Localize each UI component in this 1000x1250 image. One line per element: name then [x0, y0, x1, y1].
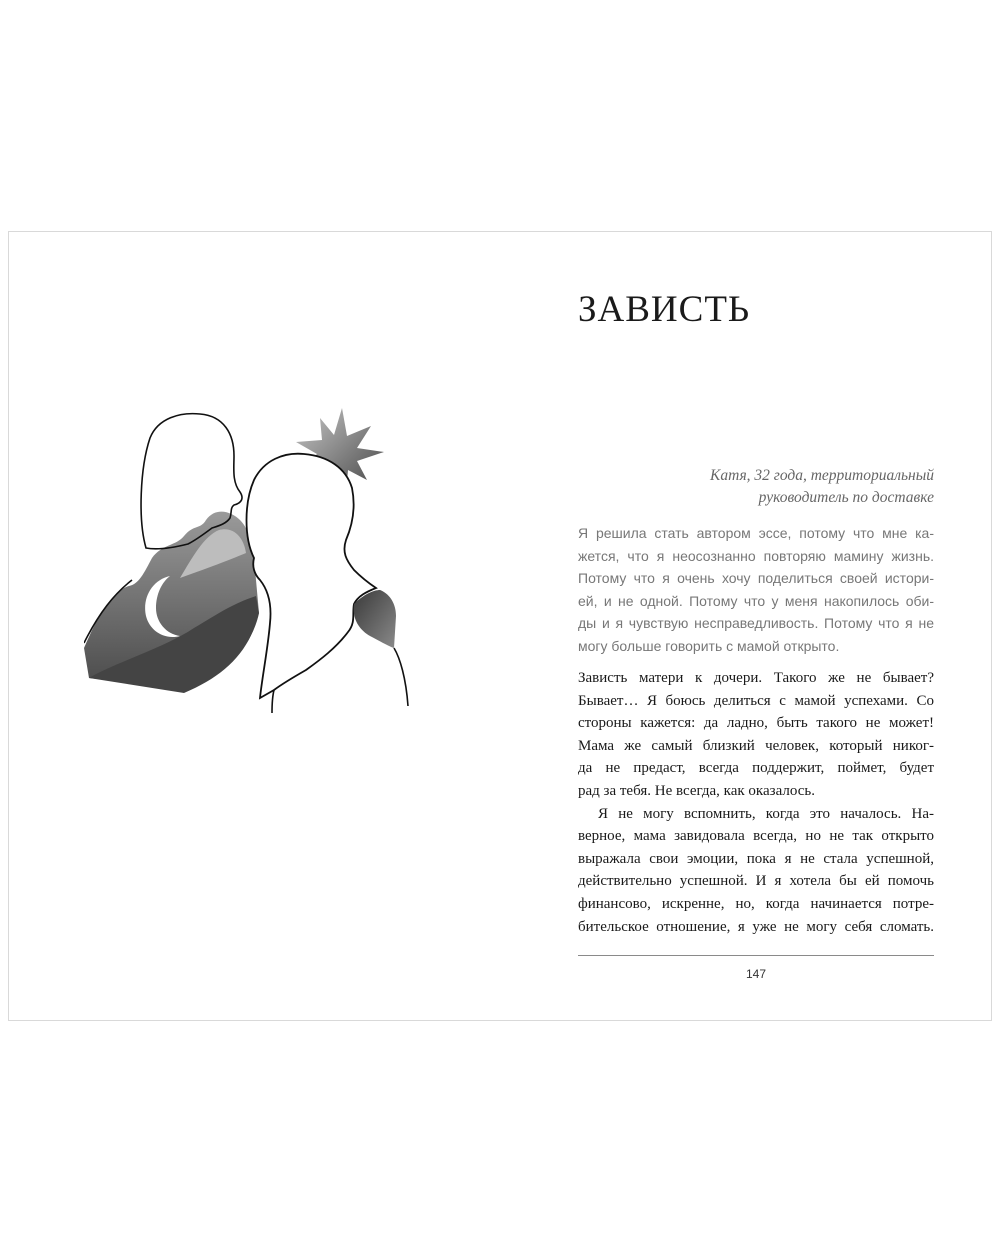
two-women-silhouette-illustration [84, 408, 414, 713]
body-line: да не предаст, всегда поддержит, поймет, будет [578, 760, 934, 777]
body-line: Бывает… Я боюсь делиться с мамой успехами. Со [578, 692, 934, 709]
body-line: верное, мама завидовала всегда, но не так открыто [578, 828, 934, 845]
right-woman-outline [247, 454, 377, 698]
byline-line: Катя, 32 года, территориальный [710, 467, 934, 484]
intro-line: Потому что я очень хочу поделиться своей истори- [578, 570, 934, 586]
byline-line: руководитель по доставке [758, 489, 934, 506]
intro-paragraph [578, 522, 934, 657]
intro-line: Я решила стать автором эссе, потому что мне ка- [578, 525, 934, 541]
front-body-lower-outline [272, 690, 274, 713]
right-shoulder-shadow [354, 590, 396, 648]
page-number: 147 [745, 967, 767, 981]
body-line: бительское отношение, я уже не могу себя сломать. [578, 918, 934, 935]
intro-line: ды и я чувствую несправедливость. Потому что я не [578, 615, 934, 631]
chapter-title: ЗАВИСТЬ [578, 289, 751, 330]
body-line: стороны кажется: да ладно, быть такого не может! [578, 715, 934, 732]
intro-line: могу больше говорить с мамой открыто. [578, 637, 840, 654]
footer-divider [578, 955, 934, 956]
body-line: Мама же самый близкий человек, который никог- [578, 737, 934, 754]
body-line: рад за тебя. Не всегда, как оказалось. [578, 782, 815, 799]
author-byline [578, 465, 934, 509]
body-line: действительно успешной. И я хотела бы ей помочь [578, 873, 934, 890]
body-line: выражала свои эмоции, пока я не стала успешной, [578, 850, 934, 867]
intro-line: ей, и не одной. Потому что у меня накопилось оби- [578, 592, 934, 609]
body-line: Я не могу вспомнить, когда это началось. На- [598, 805, 934, 822]
body-text [578, 667, 934, 938]
intro-line: жется, что я неосознанно повторяю мамину жизнь. [578, 547, 934, 564]
body-line: Зависть матери к дочери. Такого же не бывает? [578, 670, 934, 686]
body-line: финансово, искренне, но, когда начинается потре- [578, 895, 934, 912]
right-arm-outline [394, 648, 408, 706]
